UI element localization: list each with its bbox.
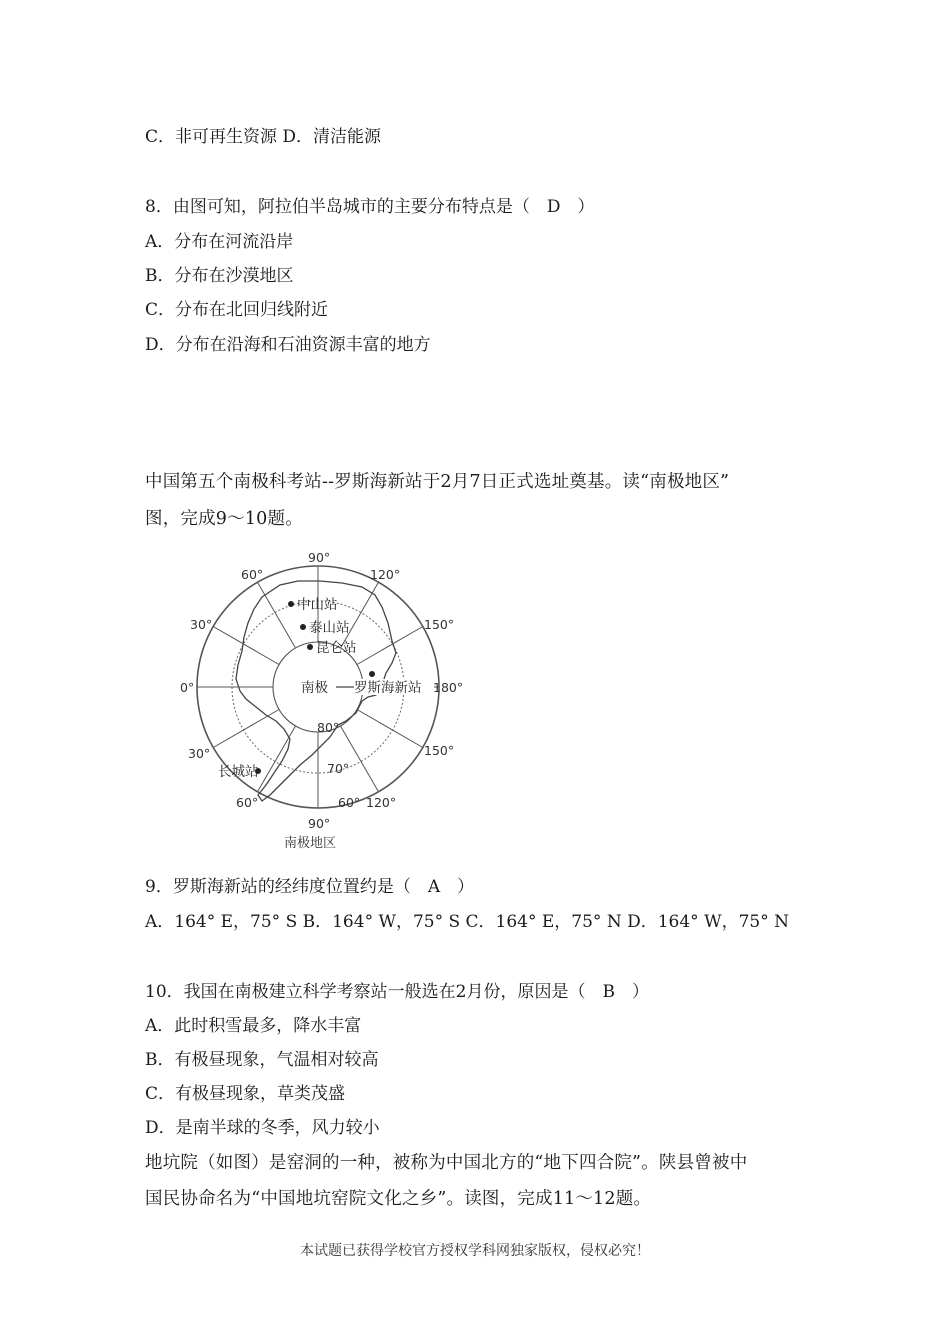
lon-label-left: 0°: [180, 680, 195, 695]
lon-label-top-right: 120°: [370, 567, 401, 582]
lon-label-upper-right: 150°: [424, 617, 455, 632]
passage2-line1: 地坑院（如图）是窑洞的一种，被称为中国北方的“地下四合院”。陕县曾被中: [145, 1153, 748, 1173]
lon-label-bottom-left: 60°: [236, 795, 259, 810]
q8-stem: 8．由图可知，阿拉伯半岛城市的主要分布特点是（ D ）: [145, 197, 595, 217]
q7-options: C．非可再生资源 D．清洁能源: [145, 127, 382, 147]
q10-option-a: A．此时积雪最多，降水丰富: [145, 1016, 362, 1036]
q8-option-d: D．分布在沿海和石油资源丰富的地方: [145, 335, 431, 355]
q9-options: A．164° E，75° S B．164° W，75° S C．164° E，75° N D．164° W，75° N: [145, 912, 789, 932]
zhongshan-station-dot: [288, 601, 294, 607]
lon-label-top-left: 60°: [241, 567, 264, 582]
passage1-line2: 图，完成9～10题。: [145, 509, 303, 529]
q9-stem: 9．罗斯海新站的经纬度位置约是（ A ）: [145, 877, 475, 897]
taishan-station-dot: [300, 624, 306, 630]
q10-option-b: B．有极昼现象，气温相对较高: [145, 1050, 379, 1070]
rossnew-station-label: 罗斯海新站: [354, 680, 422, 696]
lon-label-right: 180°: [433, 680, 464, 695]
lon-label-lower-left: 30°: [188, 746, 211, 761]
q10-option-c: C．有极昼现象，草类茂盛: [145, 1084, 346, 1104]
passage2-line2: 国民协命名为“中国地坑窑院文化之乡”。读图，完成11～12题。: [145, 1189, 652, 1209]
changcheng-station-label: 长城站: [218, 764, 259, 780]
map-caption: 南极地区: [284, 836, 337, 851]
zhongshan-station-label: 中山站: [297, 597, 338, 613]
q8-option-a: A．分布在河流沿岸: [145, 232, 294, 252]
antarctica-map: [170, 545, 480, 855]
q8-option-c: C．分布在北回归线附近: [145, 300, 329, 320]
lon-label-bottom: 90°: [308, 816, 331, 831]
antarctica-map-svg: [170, 545, 480, 855]
q10-stem: 10．我国在南极建立科学考察站一般选在2月份，原因是（ B ）: [145, 982, 649, 1002]
center-label: 南极: [301, 680, 328, 696]
lon-label-bottom-right: 120°: [366, 795, 397, 810]
lon-label-upper-left: 30°: [190, 617, 213, 632]
rossnew-station-dot: [369, 671, 375, 677]
lon-label-lower-right: 150°: [424, 743, 455, 758]
lon-label-bottom-mid-left: 60°: [338, 795, 361, 810]
copyright-footer: 本试题已获得学校官方授权学科网独家版权，侵权必究！: [300, 1243, 650, 1259]
lat-label-80: 80°: [317, 720, 340, 735]
q8-option-b: B．分布在沙漠地区: [145, 266, 294, 286]
kunlun-station-dot: [307, 644, 313, 650]
q10-option-d: D．是南半球的冬季，风力较小: [145, 1118, 380, 1138]
passage1-line1: 中国第五个南极科考站--罗斯海新站于2月7日正式选址奠基。读“南极地区”: [145, 472, 730, 492]
kunlun-station-label: 昆仑站: [316, 640, 357, 656]
lat-label-70: 70°: [327, 761, 350, 776]
taishan-station-label: 泰山站: [309, 620, 350, 636]
lon-label-top: 90°: [308, 550, 331, 565]
